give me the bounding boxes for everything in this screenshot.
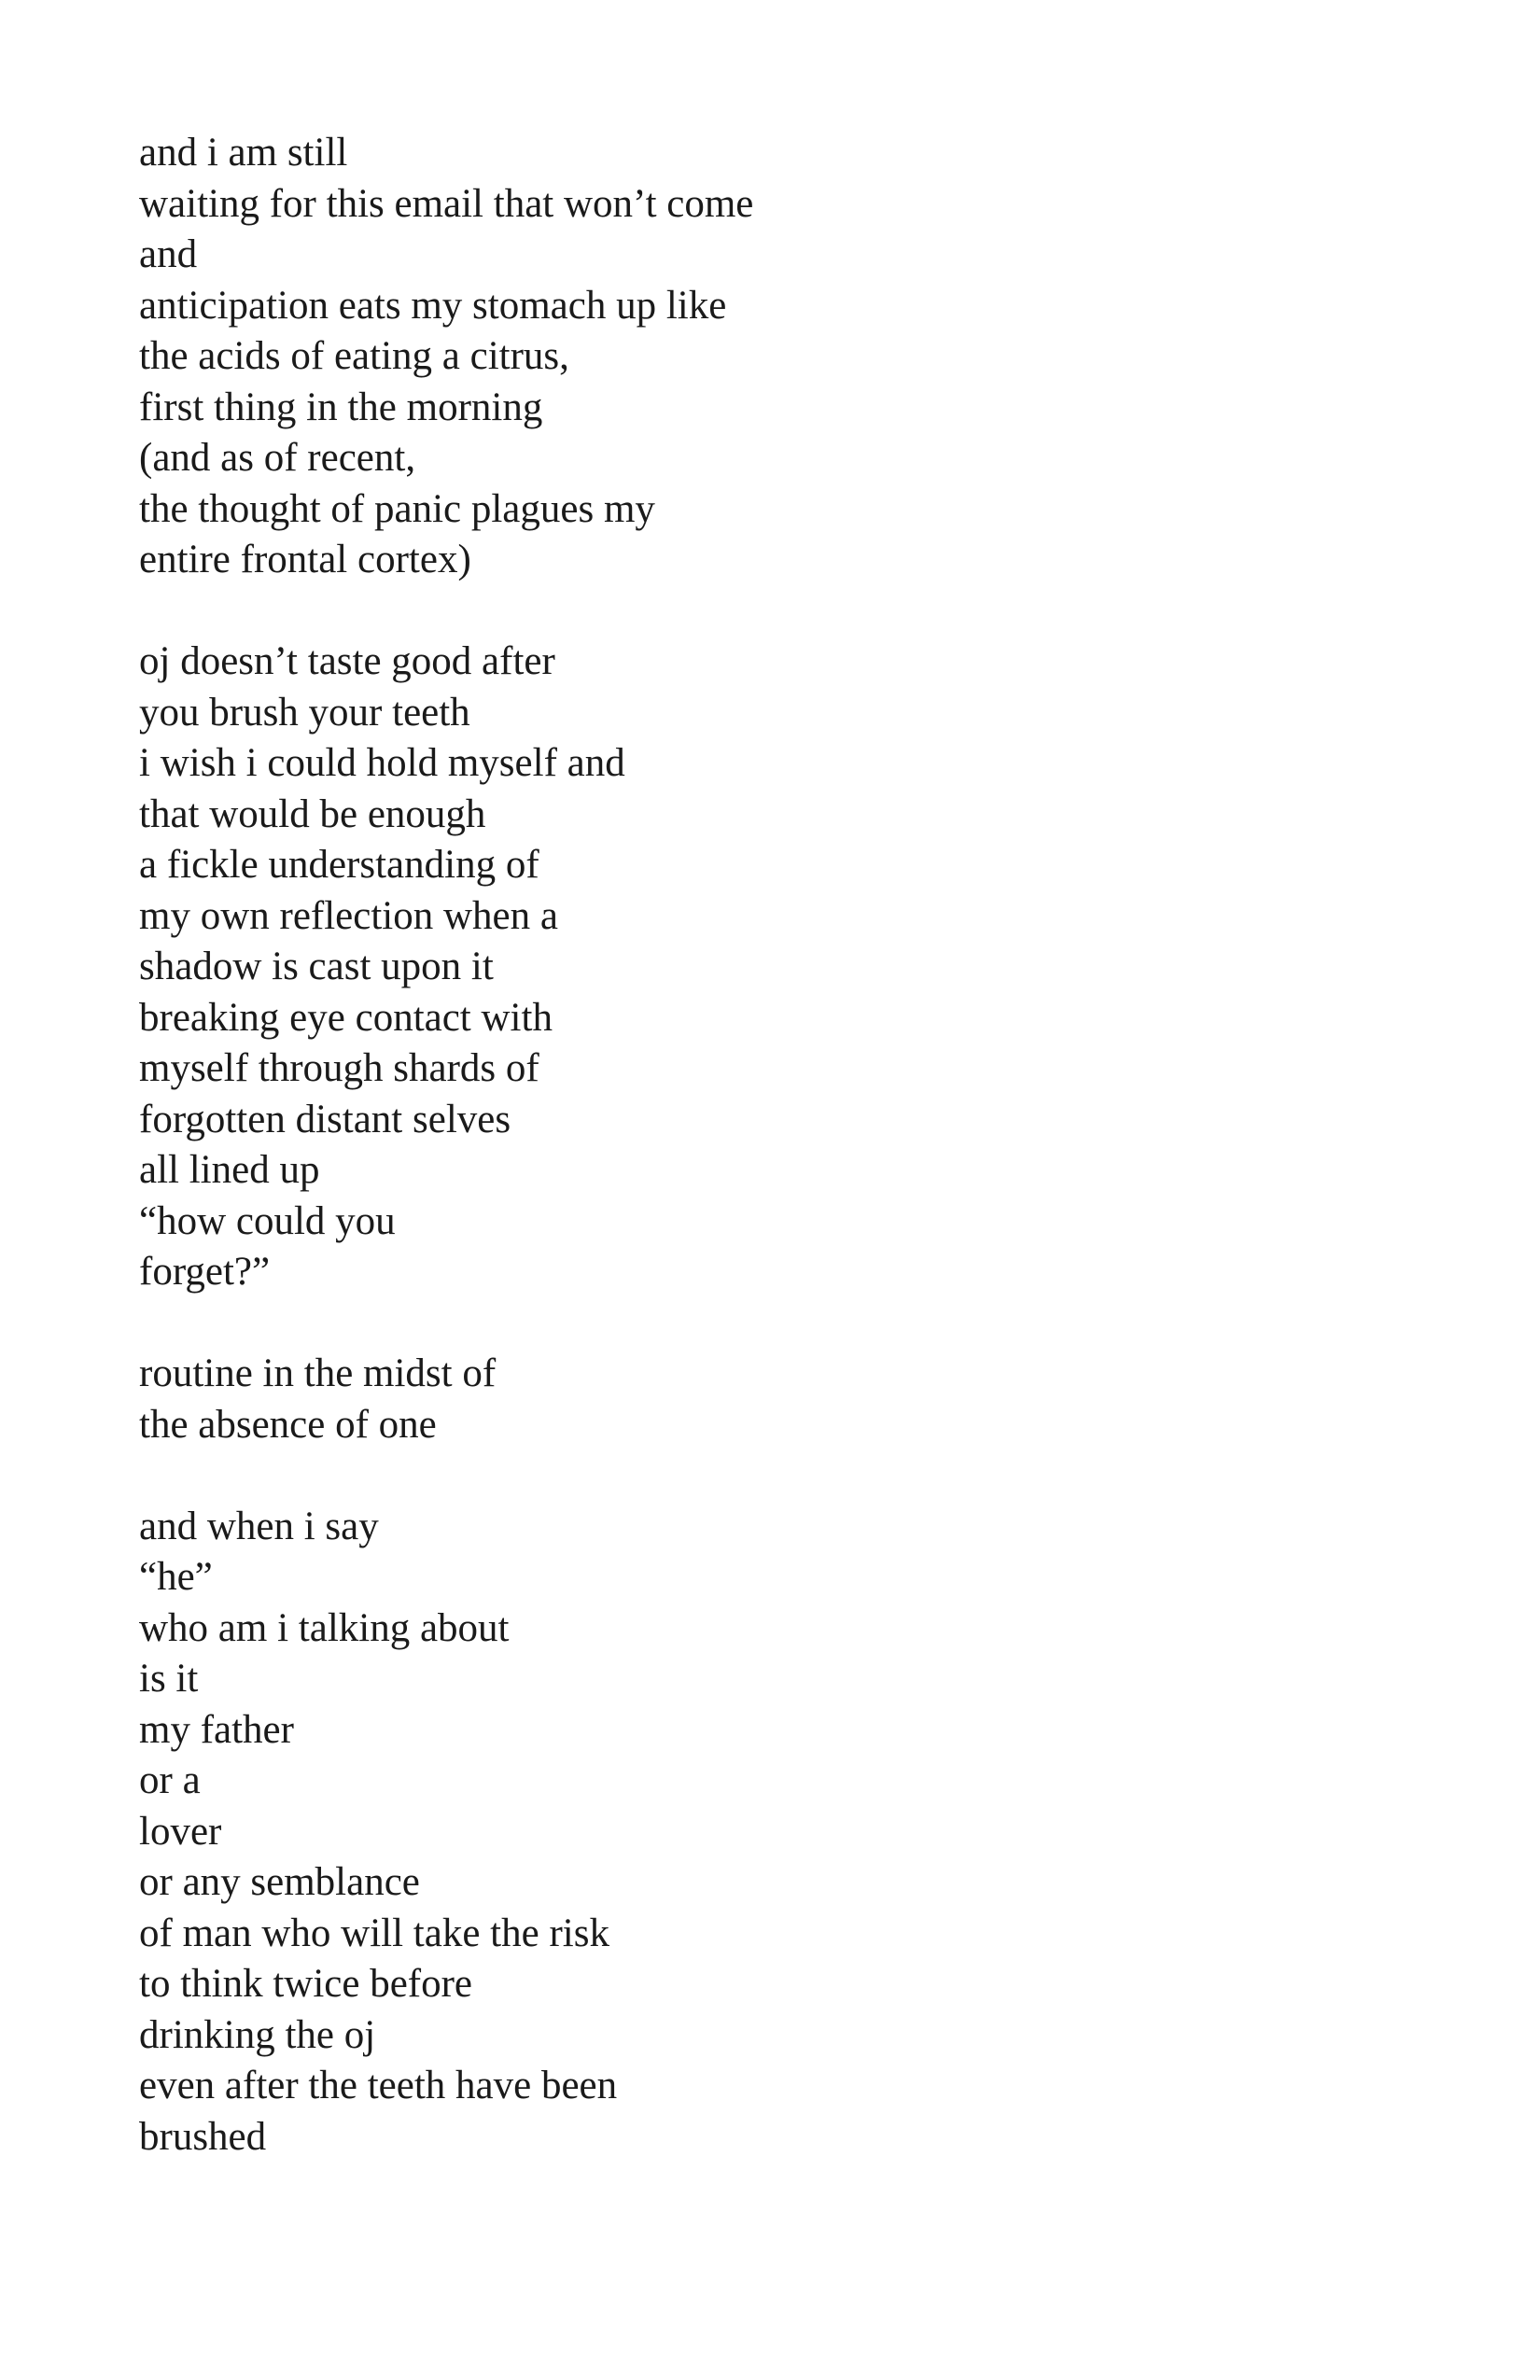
poem-line: anticipation eats my stomach up like: [139, 283, 727, 328]
poem-line: entire frontal cortex): [139, 538, 471, 581]
poem-line: all lined up: [139, 1148, 320, 1192]
poem-line: to think twice before: [139, 1962, 473, 2006]
stanza-4: [139, 1502, 1446, 2163]
poem-line: first thing in the morning: [139, 385, 543, 429]
poem-line: of man who will take the risk: [139, 1911, 609, 1955]
poem-line: my father: [139, 1707, 294, 1752]
poem-line: and when i say: [139, 1504, 379, 1548]
stanza-1: [139, 128, 1446, 586]
poem-line: or any semblance: [139, 1860, 420, 1904]
poem-line: and i am still: [139, 131, 348, 175]
poem-line: is it: [139, 1657, 199, 1701]
poem-line: brushed: [139, 2114, 267, 2159]
poem-line: the thought of panic plagues my: [139, 486, 655, 531]
poem-line: forget?”: [139, 1250, 271, 1294]
stanza-2: [139, 637, 1446, 1298]
poem-line: that would be enough: [139, 791, 486, 836]
poem-line: i wish i could hold myself and: [139, 741, 625, 785]
poem-line: my own reflection when a: [139, 893, 558, 938]
poem-line: shadow is cast upon it: [139, 945, 494, 988]
poem-line: even after the teeth have been: [139, 2064, 618, 2107]
poem-line: forgotten distant selves: [139, 1097, 511, 1141]
poem-line: and: [139, 232, 198, 276]
poem-line: the absence of one: [139, 1402, 437, 1447]
poem-line: drinking the oj: [139, 2012, 376, 2057]
poem-line: or a: [139, 1758, 201, 1802]
poem-line: routine in the midst of: [139, 1351, 497, 1395]
poem-line: “he”: [139, 1555, 213, 1599]
poem-line: waiting for this email that won’t come: [139, 181, 754, 226]
poem-line: breaking eye contact with: [139, 995, 553, 1040]
poem-line: “how could you: [139, 1198, 396, 1243]
poem-line: oj doesn’t taste good after: [139, 639, 555, 683]
poem-line: who am i talking about: [139, 1605, 510, 1650]
poem-line: the acids of eating a citrus,: [139, 334, 569, 378]
poem-body: [139, 128, 1446, 2163]
poem-line: lover: [139, 1809, 222, 1854]
poem-line: (and as of recent,: [139, 436, 416, 480]
poem-line: myself through shards of: [139, 1046, 539, 1090]
poem-line: a fickle understanding of: [139, 843, 539, 887]
stanza-3: [139, 1349, 1446, 1450]
poem-line: you brush your teeth: [139, 690, 470, 735]
